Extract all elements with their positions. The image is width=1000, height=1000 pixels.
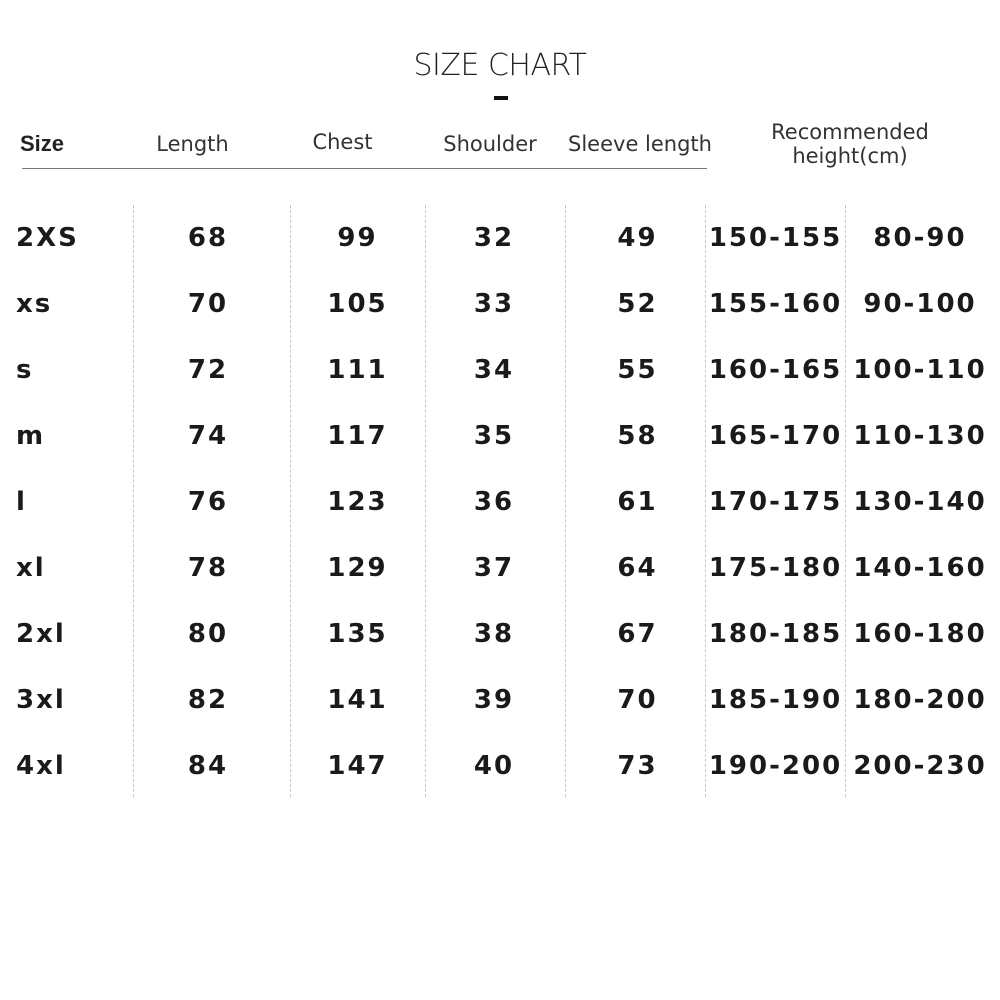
cell-size: xs	[16, 289, 53, 319]
cell-chest: 123	[327, 487, 388, 517]
cell-height: 185-190	[708, 685, 843, 715]
cell-weight: 180-200	[853, 685, 987, 715]
table-row	[0, 350, 1000, 390]
cell-height: 175-180	[708, 553, 843, 583]
cell-sleeve: 58	[617, 421, 658, 451]
cell-weight: 110-130	[853, 421, 987, 451]
cell-chest: 111	[327, 355, 388, 385]
cell-height: 180-185	[708, 619, 843, 649]
table-row	[0, 482, 1000, 522]
cell-chest: 129	[327, 553, 388, 583]
header-length: Length	[156, 132, 229, 156]
cell-shoulder: 34	[473, 355, 515, 385]
header-recommended-height-line1: Recommended	[771, 120, 929, 144]
cell-sleeve: 49	[617, 223, 658, 253]
cell-weight: 140-160	[853, 553, 987, 583]
title-underline	[494, 96, 508, 100]
cell-size: 2XS	[16, 223, 79, 253]
cell-length: 78	[187, 553, 229, 583]
cell-chest: 117	[327, 421, 388, 451]
cell-size: m	[16, 421, 46, 451]
cell-height: 160-165	[708, 355, 843, 385]
cell-sleeve: 70	[617, 685, 658, 715]
header-chest: Chest	[312, 130, 373, 154]
cell-length: 72	[187, 355, 229, 385]
page-title: SIZE CHART	[413, 48, 587, 83]
cell-size: s	[16, 355, 34, 385]
cell-sleeve: 64	[617, 553, 658, 583]
header-divider	[22, 168, 707, 169]
table-row	[0, 284, 1000, 324]
cell-chest: 147	[327, 751, 388, 781]
cell-chest: 141	[327, 685, 388, 715]
cell-height: 190-200	[708, 751, 843, 781]
cell-weight: 100-110	[853, 355, 987, 385]
cell-sleeve: 52	[617, 289, 658, 319]
cell-sleeve: 67	[617, 619, 658, 649]
cell-shoulder: 40	[473, 751, 515, 781]
header-recommended-height-line2: height(cm)	[792, 144, 908, 168]
cell-chest: 105	[327, 289, 388, 319]
header-recommended-height	[750, 120, 950, 168]
table-row	[0, 746, 1000, 786]
cell-length: 70	[187, 289, 229, 319]
cell-sleeve: 73	[617, 751, 658, 781]
cell-length: 80	[187, 619, 229, 649]
cell-size: 2xl	[16, 619, 66, 649]
cell-weight: 90-100	[863, 289, 977, 319]
table-row	[0, 614, 1000, 654]
cell-shoulder: 32	[473, 223, 515, 253]
cell-size: xl	[16, 553, 46, 583]
table-row	[0, 218, 1000, 258]
cell-length: 74	[187, 421, 229, 451]
cell-shoulder: 33	[473, 289, 515, 319]
header-sleeve-length: Sleeve length	[568, 132, 712, 156]
cell-shoulder: 37	[473, 553, 515, 583]
cell-length: 76	[187, 487, 229, 517]
cell-weight: 80-90	[873, 223, 967, 253]
cell-height: 165-170	[708, 421, 843, 451]
table-row	[0, 548, 1000, 588]
cell-shoulder: 35	[473, 421, 515, 451]
cell-weight: 160-180	[853, 619, 987, 649]
cell-chest: 135	[327, 619, 388, 649]
cell-height: 150-155	[708, 223, 843, 253]
cell-size: 4xl	[16, 751, 66, 781]
cell-shoulder: 36	[473, 487, 515, 517]
table-row	[0, 680, 1000, 720]
cell-length: 84	[187, 751, 229, 781]
header-size: Size	[20, 131, 65, 156]
cell-weight: 200-230	[853, 751, 987, 781]
cell-length: 68	[187, 223, 229, 253]
cell-sleeve: 61	[617, 487, 658, 517]
header-shoulder: Shoulder	[443, 132, 537, 156]
cell-weight: 130-140	[853, 487, 987, 517]
cell-height: 155-160	[708, 289, 843, 319]
cell-shoulder: 39	[473, 685, 515, 715]
cell-size: l	[16, 487, 27, 517]
cell-size: 3xl	[16, 685, 66, 715]
cell-shoulder: 38	[473, 619, 515, 649]
cell-sleeve: 55	[617, 355, 658, 385]
cell-chest: 99	[337, 223, 378, 253]
table-row	[0, 416, 1000, 456]
cell-height: 170-175	[708, 487, 843, 517]
cell-length: 82	[187, 685, 229, 715]
